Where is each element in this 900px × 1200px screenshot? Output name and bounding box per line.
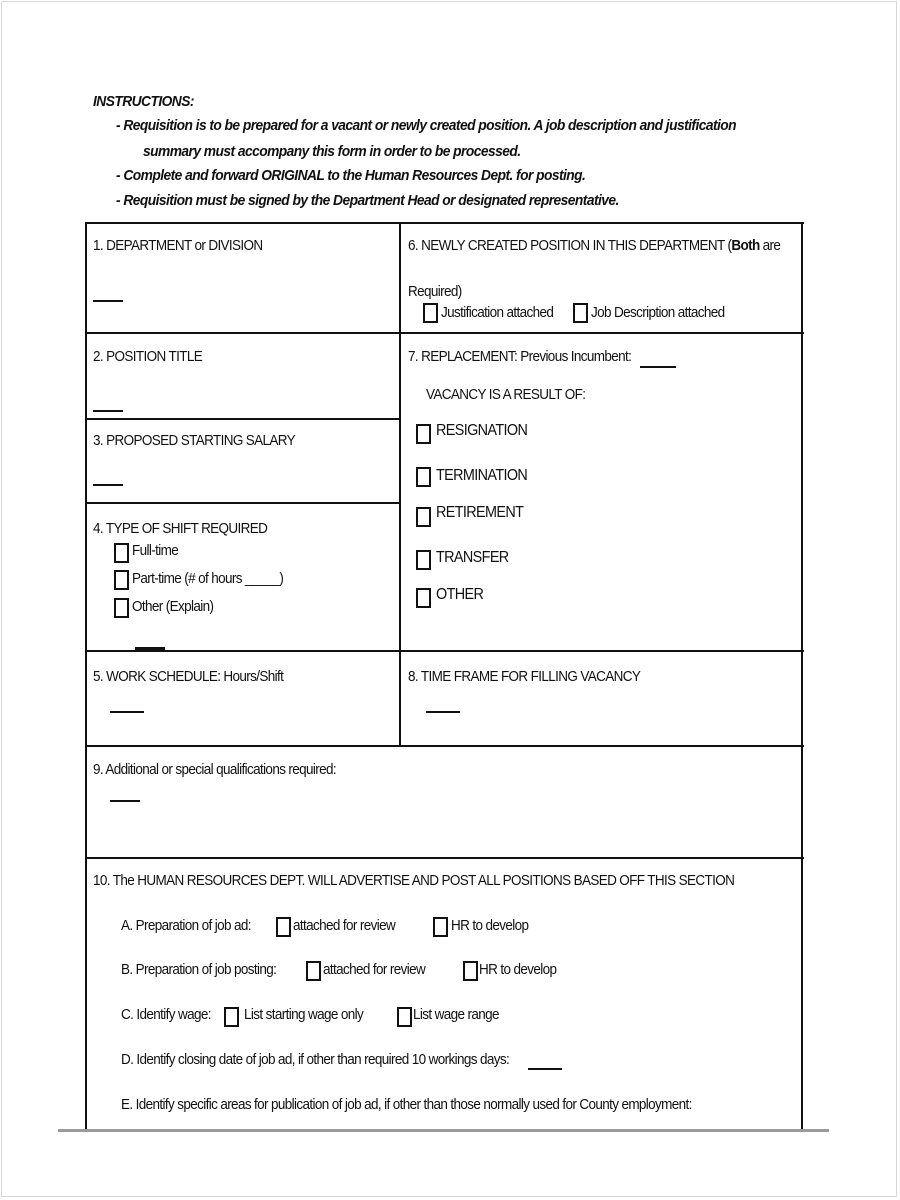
table-divider-center [399,222,401,747]
job-ad-attached-label: attached for review [293,917,396,934]
job-posting-hr-checkbox[interactable] [463,961,478,981]
job-description-label: Job Description attached [591,304,725,321]
retirement-checkbox[interactable] [416,507,431,527]
termination-checkbox[interactable] [416,467,431,487]
table-border-left [85,222,87,1130]
instruction-item: - Requisition is to be prepared for a vacant or newly created position. A job description and justification [116,117,737,134]
other-shift-label: Other (Explain) [132,598,214,615]
advertising-label: 10. The HUMAN RESOURCES DEPT. WILL ADVERTISE AND POST ALL POSITIONS BASED OFF THIS SECTION [93,872,735,889]
row-divider [85,857,804,859]
job-posting-label: B. Preparation of job posting: [121,961,277,978]
closing-date-field[interactable] [528,1068,562,1070]
page-bottom-rule [58,1129,829,1132]
table-border-right [801,222,803,1130]
qualifications-field[interactable] [110,800,140,802]
starting-wage-checkbox[interactable] [224,1007,239,1027]
job-ad-hr-label: HR to develop [451,917,529,934]
retirement-label: RETIREMENT [436,504,524,521]
transfer-checkbox[interactable] [416,550,431,570]
job-ad-attached-checkbox[interactable] [276,917,291,937]
part-time-label: Part-time (# of hours _____) [132,570,284,587]
wage-label: C. Identify wage: [121,1006,211,1023]
row-divider [85,418,400,420]
publication-areas-label: E. Identify specific areas for publication of job ad, if other than those normally used for County employment: [121,1096,692,1113]
other-vacancy-label: OTHER [436,586,484,603]
shift-type-label: 4. TYPE OF SHIFT REQUIRED [93,520,268,537]
work-schedule-field[interactable] [110,711,144,713]
wage-range-label: List wage range [413,1006,499,1023]
other-vacancy-checkbox[interactable] [416,588,431,608]
part-time-checkbox[interactable] [114,570,129,590]
resignation-checkbox[interactable] [416,424,431,444]
other-shift-checkbox[interactable] [114,598,129,618]
job-posting-hr-label: HR to develop [479,961,557,978]
department-field[interactable] [93,300,123,302]
starting-salary-field[interactable] [93,484,123,486]
vacancy-result-label: VACANCY IS A RESULT OF: [426,386,586,403]
full-time-checkbox[interactable] [114,543,129,563]
qualifications-label: 9. Additional or special qualifications required: [93,761,337,778]
job-posting-attached-label: attached for review [323,961,426,978]
job-description-checkbox[interactable] [573,303,588,323]
position-title-field[interactable] [93,410,123,412]
justification-checkbox[interactable] [423,303,438,323]
termination-label: TERMINATION [436,467,528,484]
transfer-label: TRANSFER [436,549,509,566]
wage-range-checkbox[interactable] [397,1007,412,1027]
starting-salary-label: 3. PROPOSED STARTING SALARY [93,432,296,449]
newly-created-label: 6. NEWLY CREATED POSITION IN THIS DEPARTMENT (Both are [408,237,781,254]
newly-created-label-line2: Required) [408,283,462,300]
other-explain-field[interactable] [135,647,165,650]
department-label: 1. DEPARTMENT or DIVISION [93,237,263,254]
table-border-top [85,222,804,224]
justification-label: Justification attached [441,304,554,321]
full-time-label: Full-time [132,542,179,559]
instruction-item: summary must accompany this form in order to be processed. [143,143,521,160]
row-divider [85,332,804,334]
starting-wage-label: List starting wage only [244,1006,364,1023]
job-ad-hr-checkbox[interactable] [433,917,448,937]
job-ad-label: A. Preparation of job ad: [121,917,251,934]
previous-incumbent-field[interactable] [640,366,676,368]
closing-date-label: D. Identify closing date of job ad, if other than required 10 workings days: [121,1051,510,1068]
instruction-item: - Requisition must be signed by the Department Head or designated representative. [116,192,619,209]
work-schedule-label: 5. WORK SCHEDULE: Hours/Shift [93,668,284,685]
instruction-item: - Complete and forward ORIGINAL to the Human Resources Dept. for posting. [116,167,586,184]
time-frame-field[interactable] [426,711,460,713]
row-divider [85,650,804,652]
job-posting-attached-checkbox[interactable] [306,961,321,981]
time-frame-label: 8. TIME FRAME FOR FILLING VACANCY [408,668,641,685]
row-divider [85,502,400,504]
row-divider [85,745,804,747]
instructions-heading: INSTRUCTIONS: [93,93,194,110]
resignation-label: RESIGNATION [436,422,528,439]
replacement-label: 7. REPLACEMENT: Previous Incumbent: [408,348,632,365]
position-title-label: 2. POSITION TITLE [93,348,203,365]
